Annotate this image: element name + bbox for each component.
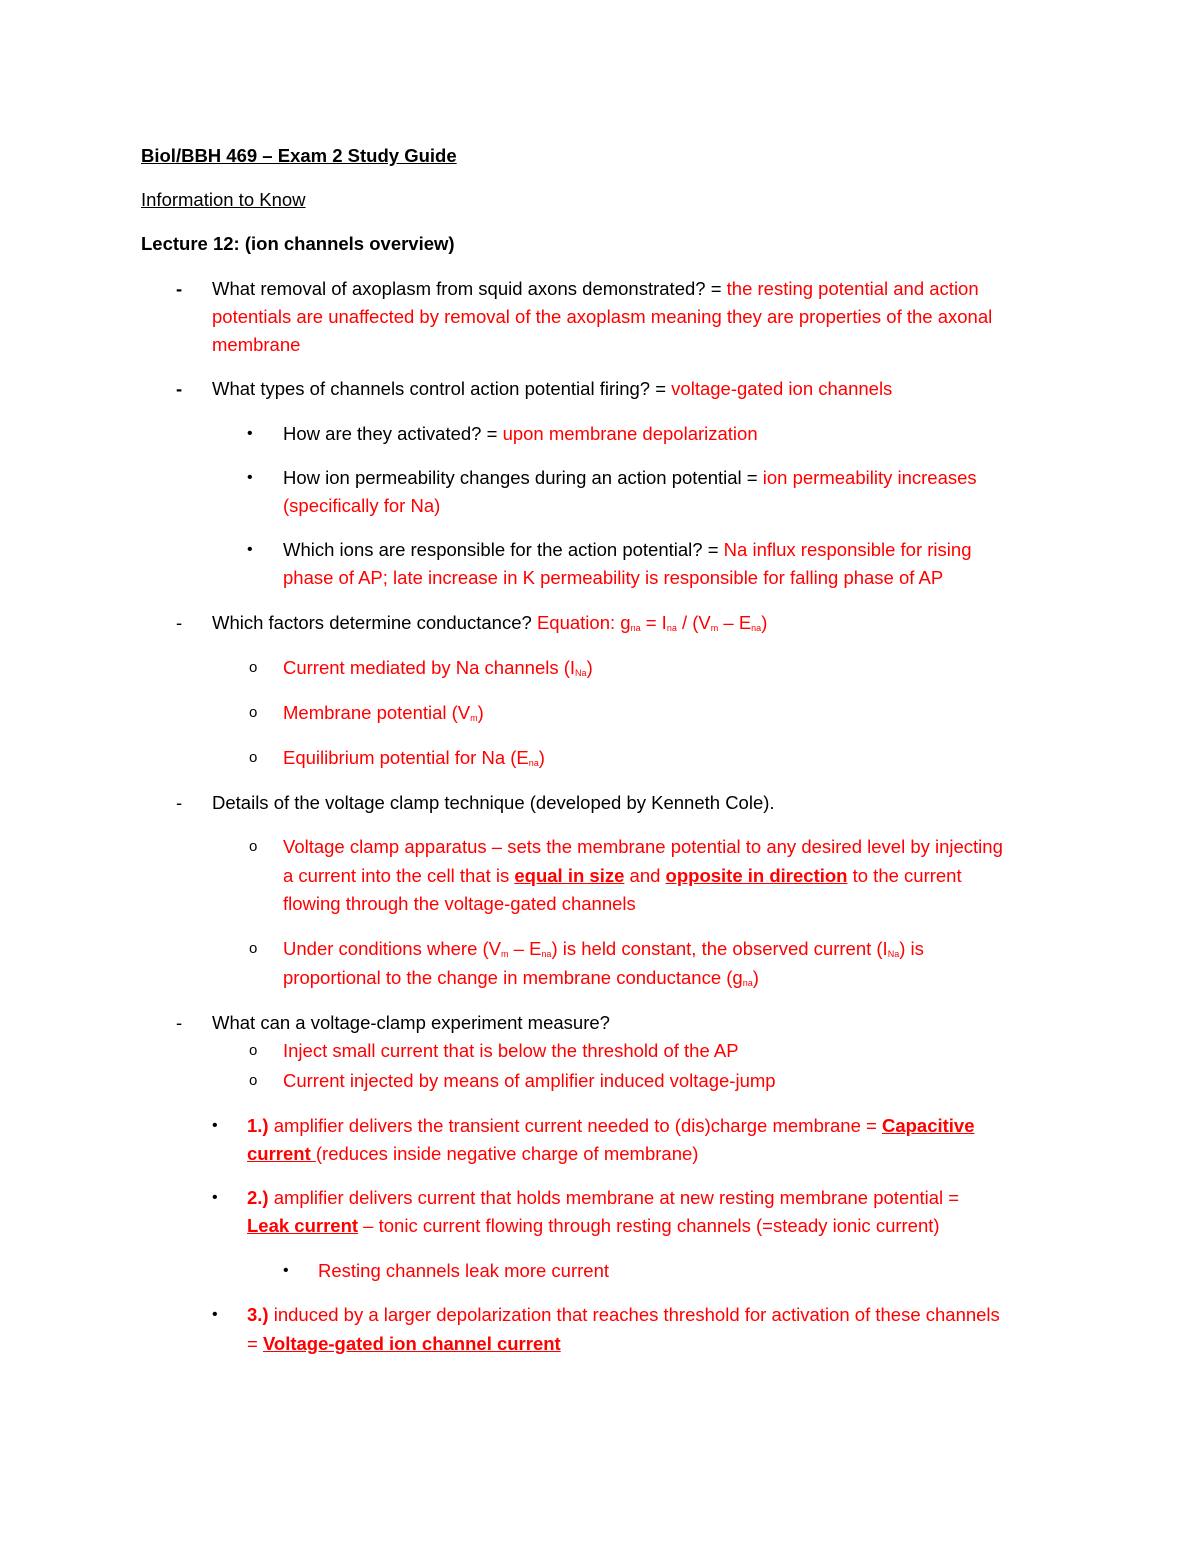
- item-text: =: [247, 1333, 263, 1354]
- subscript: m: [501, 949, 509, 959]
- eq-part: Equation: g: [536, 612, 631, 633]
- dot-bullet: •: [212, 1189, 218, 1206]
- eq-subscript: na: [666, 623, 677, 633]
- lecture-heading: Lecture 12: (ion channels overview): [141, 233, 455, 254]
- circle-bullet: o: [249, 704, 258, 721]
- item-text: and: [624, 865, 666, 886]
- subscript: m: [470, 713, 478, 723]
- item-text: ): [477, 702, 484, 723]
- key-term: equal in size: [514, 865, 625, 886]
- answer-text: Na influx responsible for rising: [723, 539, 972, 560]
- subscript: na: [742, 978, 753, 988]
- circle-bullet: o: [249, 749, 258, 766]
- item-text: Under conditions where (V: [283, 938, 501, 959]
- subscript: Na: [887, 949, 900, 959]
- item-text: Current mediated by Na channels (I: [283, 657, 576, 678]
- item-text: amplifier delivers current that holds membrane at new resting membrane potential =: [268, 1187, 960, 1208]
- list-item: [247, 1142, 698, 1166]
- item-text: Voltage clamp apparatus – sets the membrane potential to any desired level by injecting: [283, 836, 1003, 857]
- list-item: [283, 422, 758, 446]
- item-text: ) is held constant, the observed current (I: [551, 938, 888, 959]
- list-item: [283, 966, 759, 990]
- answer-text: ion permeability increases: [762, 467, 977, 488]
- circle-bullet: o: [249, 1042, 258, 1059]
- item-text: ): [586, 657, 593, 678]
- key-term: Voltage-gated ion channel current: [262, 1333, 561, 1354]
- dot-bullet: •: [247, 425, 253, 442]
- dash-bullet: -: [176, 612, 183, 633]
- item-text: Resting channels leak more current: [318, 1260, 610, 1281]
- circle-bullet: o: [249, 1072, 258, 1089]
- eq-part: / (V: [676, 612, 711, 633]
- dash-bullet: -: [176, 378, 183, 399]
- eq-subscript: na: [751, 623, 762, 633]
- subscript: na: [541, 949, 552, 959]
- list-item: [212, 611, 767, 635]
- item-text: ): [538, 747, 545, 768]
- item-text: amplifier delivers the transient current needed to (dis)charge membrane =: [268, 1115, 882, 1136]
- list-item: [247, 1114, 975, 1138]
- question-text: How ion permeability changes during an action potential =: [283, 467, 763, 488]
- key-term: Leak current: [247, 1215, 359, 1236]
- list-item: [283, 538, 971, 562]
- circle-bullet: o: [249, 838, 258, 855]
- item-text: proportional to the change in membrane conductance (g: [283, 967, 743, 988]
- dot-bullet: •: [283, 1262, 289, 1279]
- dash-bullet: -: [176, 1012, 183, 1033]
- item-text: Inject small current that is below the threshold of the AP: [283, 1040, 739, 1061]
- key-term: Capacitive: [881, 1115, 975, 1136]
- list-item: [283, 864, 962, 888]
- list-item: [212, 277, 979, 301]
- answer-text: potentials are unaffected by removal of the axoplasm meaning they are properties of the axonal: [212, 306, 993, 327]
- item-text: flowing through the voltage-gated channels: [283, 893, 636, 914]
- key-term: current: [247, 1143, 316, 1164]
- question-text: What types of channels control action potential firing? =: [212, 378, 672, 399]
- list-item: [247, 1303, 1000, 1327]
- question-text: Details of the voltage clamp technique (developed by Kenneth Cole).: [212, 792, 775, 813]
- answer-text: membrane: [212, 334, 301, 355]
- point-number: 3.): [247, 1304, 269, 1325]
- item-text: – tonic current flowing through resting channels (=steady ionic current): [358, 1215, 940, 1236]
- circle-bullet: o: [249, 659, 258, 676]
- item-text: Membrane potential (V: [283, 702, 471, 723]
- answer-text: the resting potential and action: [726, 278, 979, 299]
- dot-bullet: •: [212, 1117, 218, 1134]
- list-item: [247, 1214, 940, 1238]
- dash-bullet: -: [176, 792, 183, 813]
- subscript: na: [528, 758, 539, 768]
- answer-text: upon membrane depolarization: [502, 423, 758, 444]
- eq-subscript: na: [630, 623, 641, 633]
- point-number: 1.): [247, 1115, 269, 1136]
- key-term: opposite in direction: [665, 865, 848, 886]
- point-number: 2.): [247, 1187, 269, 1208]
- conductance-equation: [537, 612, 767, 633]
- subscript: Na: [575, 668, 587, 678]
- dot-bullet: •: [212, 1306, 218, 1323]
- eq-subscript: m: [710, 623, 719, 633]
- item-text: a current into the cell that is: [283, 865, 515, 886]
- list-item: [283, 746, 545, 770]
- list-item: [212, 377, 892, 401]
- dot-bullet: •: [247, 469, 253, 486]
- list-item: [247, 1332, 561, 1356]
- document-title: Biol/BBH 469 – Exam 2 Study Guide: [141, 145, 457, 166]
- item-text: – E: [508, 938, 542, 959]
- list-item: [283, 656, 593, 680]
- question-text: Which factors determine conductance?: [212, 612, 537, 633]
- item-text: Equilibrium potential for Na (E: [283, 747, 529, 768]
- list-item: [247, 1186, 959, 1210]
- eq-part: – E: [718, 612, 752, 633]
- question-text: Which ions are responsible for the action potential? =: [283, 539, 724, 560]
- dash-bullet: -: [176, 278, 183, 299]
- list-item: [283, 937, 924, 961]
- item-text: Current injected by means of amplifier induced voltage-jump: [283, 1070, 776, 1091]
- dot-bullet: •: [247, 541, 253, 558]
- circle-bullet: o: [249, 940, 258, 957]
- question-text: What removal of axoplasm from squid axons demonstrated? =: [212, 278, 727, 299]
- item-text: (reduces inside negative charge of membrane): [315, 1143, 699, 1164]
- question-text: How are they activated? =: [283, 423, 503, 444]
- answer-text: phase of AP; late increase in K permeability is responsible for falling phase of AP: [283, 567, 944, 588]
- list-item: [283, 466, 977, 490]
- eq-part: = I: [640, 612, 667, 633]
- answer-text: (specifically for Na): [283, 495, 441, 516]
- question-text: What can a voltage-clamp experiment measure?: [212, 1012, 610, 1033]
- item-text: ) is: [899, 938, 924, 959]
- list-item: [283, 701, 484, 725]
- item-text: to the current: [847, 865, 962, 886]
- answer-text: voltage-gated ion channels: [671, 378, 893, 399]
- section-subtitle: Information to Know: [141, 189, 306, 210]
- eq-part: ): [761, 612, 768, 633]
- item-text: ): [752, 967, 759, 988]
- item-text: induced by a larger depolarization that reaches threshold for activation of these channels: [268, 1304, 1000, 1325]
